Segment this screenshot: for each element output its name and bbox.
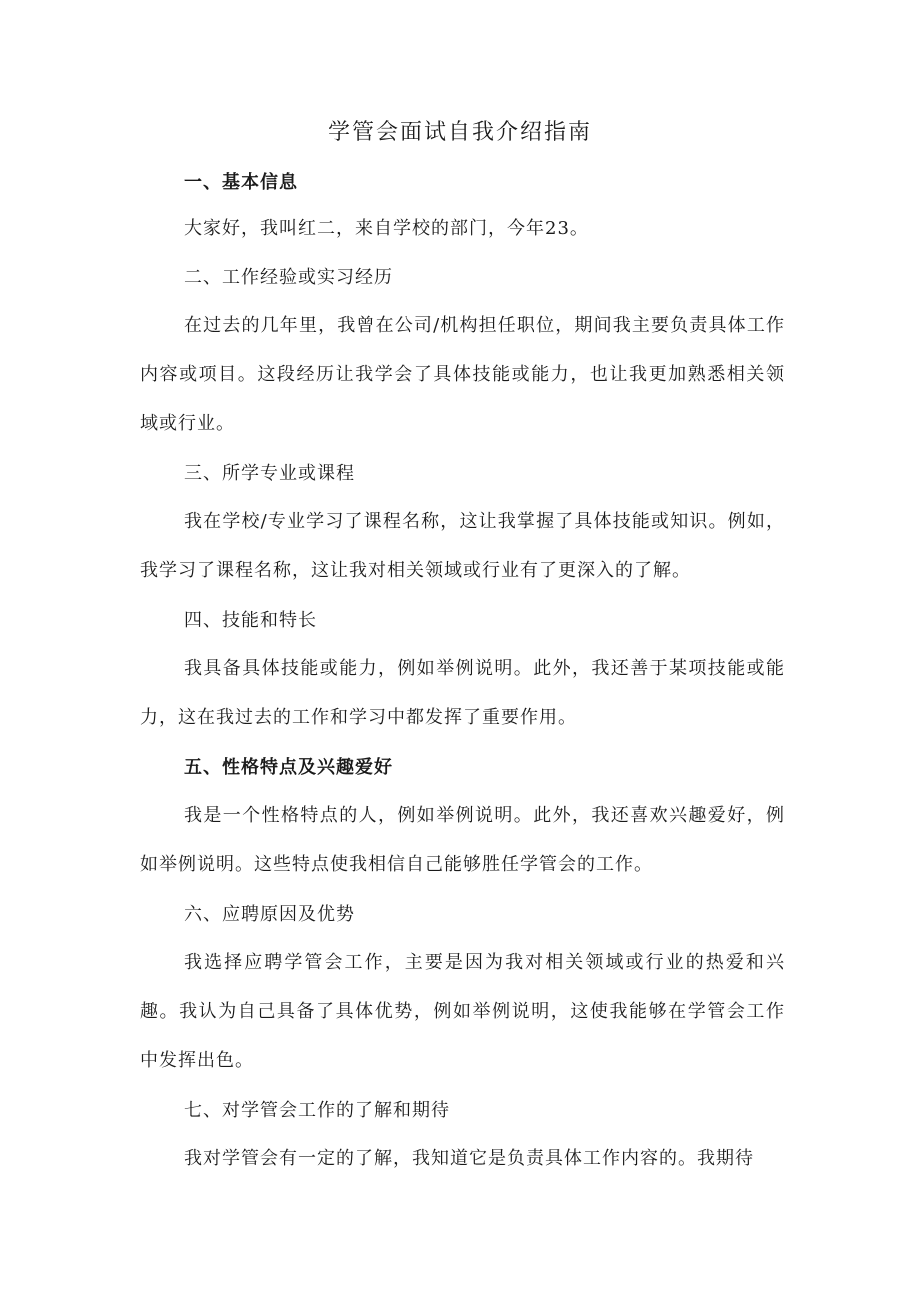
section-body-major-courses: 我在学校/专业学习了课程名称，这让我掌握了具体技能或知识。例如，我学习了课程名称，这让我对相关领域或行业有了更深入的了解。 <box>140 511 785 581</box>
section-heading-expectations: 七、对学管会工作的了解和期待 <box>184 1100 450 1121</box>
document-title: 学管会面试自我介绍指南 <box>327 120 592 145</box>
section-heading-work-experience: 二、工作经验或实习经历 <box>184 267 393 288</box>
section-body-expectations: 我对学管会有一定的了解，我知道它是负责具体工作内容的。我期待 <box>184 1148 754 1169</box>
section-body-reasons: 我选择应聘学管会工作，主要是因为我对相关领域或行业的热爱和兴趣。我认为自己具备了具体优势，例如举例说明，这使我能够在学管会工作中发挥出色。 <box>140 952 785 1071</box>
section-body-skills: 我具备具体技能或能力，例如举例说明。此外，我还善于某项技能或能力，这在我过去的工作和学习中都发挥了重要作用。 <box>140 658 785 728</box>
section-body-personality: 我是一个性格特点的人，例如举例说明。此外，我还喜欢兴趣爱好，例如举例说明。这些特点使我相信自己能够胜任学管会的工作。 <box>140 805 785 875</box>
section-heading-personality: 五、性格特点及兴趣爱好 <box>184 757 393 778</box>
section-heading-basic-info: 一、基本信息 <box>184 172 298 193</box>
section-body-basic-info: 大家好，我叫红二，来自学校的部门，今年23。 <box>184 218 589 239</box>
section-heading-major-courses: 三、所学专业或课程 <box>184 463 355 484</box>
section-heading-skills: 四、技能和特长 <box>184 610 317 631</box>
section-body-work-experience: 在过去的几年里，我曾在公司/机构担任职位，期间我主要负责具体工作内容或项目。这段经历让我学会了具体技能或能力，也让我更加熟悉相关领域或行业。 <box>140 315 785 434</box>
section-heading-reasons: 六、应聘原因及优势 <box>184 904 355 925</box>
